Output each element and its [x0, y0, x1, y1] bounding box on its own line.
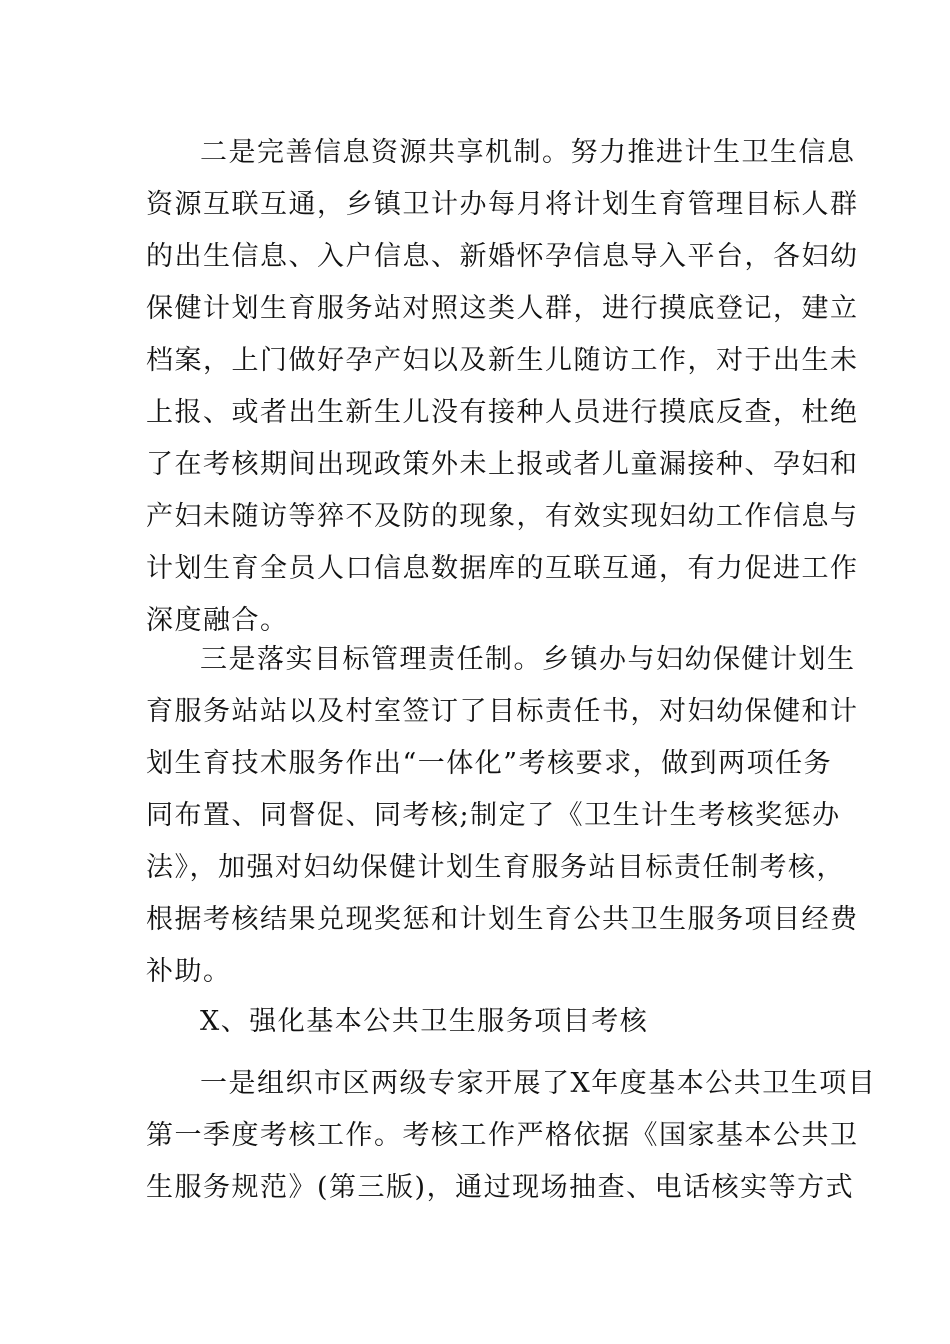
section-heading-text: X、强化基本公共卫生服务项目考核 [200, 1006, 649, 1037]
paragraph-line: 同布置、同督促、同考核;制定了《卫生计生考核奖惩办 [146, 800, 841, 831]
paragraph-line: 根据考核结果兑现奖惩和计划生育公共卫生服务项目经费 [146, 904, 859, 935]
paragraph-line: 一是组织市区两级专家开展了X年度基本公共卫生项目 [200, 1068, 877, 1099]
paragraph-line: 补助。 [146, 956, 232, 987]
paragraph-info-sharing [146, 127, 859, 647]
paragraph-line: 保健计划生育服务站对照这类人群，进行摸底登记，建立 [146, 293, 859, 324]
paragraph-line: 划生育技术服务作出“一体化”考核要求，做到两项任务 [146, 748, 833, 779]
paragraph-line: 深度融合。 [146, 605, 289, 636]
paragraph-line: 的出生信息、入户信息、新婚怀孕信息导入平台，各妇幼 [146, 241, 859, 272]
paragraph-line: 上报、或者出生新生儿没有接种人员进行摸底反查，杜绝 [146, 397, 859, 428]
paragraph-line: 计划生育全员人口信息数据库的互联互通，有力促进工作 [146, 553, 859, 584]
paragraph-line: 生服务规范》(第三版)，通过现场抽查、电话核实等方式 [146, 1172, 855, 1203]
paragraph-expert-review [146, 1058, 877, 1214]
section-heading [146, 996, 786, 1048]
paragraph-line: 了在考核期间出现政策外未上报或者儿童漏接种、孕妇和 [146, 449, 859, 480]
paragraph-line: 三是落实目标管理责任制。乡镇办与妇幼保健计划生 [200, 644, 856, 675]
paragraph-line: 育服务站站以及村室签订了目标责任书，对妇幼保健和计 [146, 696, 859, 727]
paragraph-line: 资源互联互通，乡镇卫计办每月将计划生育管理目标人群 [146, 189, 859, 220]
paragraph-line: 法》，加强对妇幼保健计划生育服务站目标责任制考核， [146, 852, 845, 883]
paragraph-line: 产妇未随访等猝不及防的现象，有效实现妇幼工作信息与 [146, 501, 859, 532]
paragraph-line: 第一季度考核工作。考核工作严格依据《国家基本公共卫 [146, 1120, 859, 1151]
paragraph-line: 档案，上门做好孕产妇以及新生儿随访工作，对于出生未 [146, 345, 859, 376]
paragraph-target-responsibility [146, 634, 859, 998]
paragraph-line: 二是完善信息资源共享机制。努力推进计生卫生信息 [200, 137, 856, 168]
